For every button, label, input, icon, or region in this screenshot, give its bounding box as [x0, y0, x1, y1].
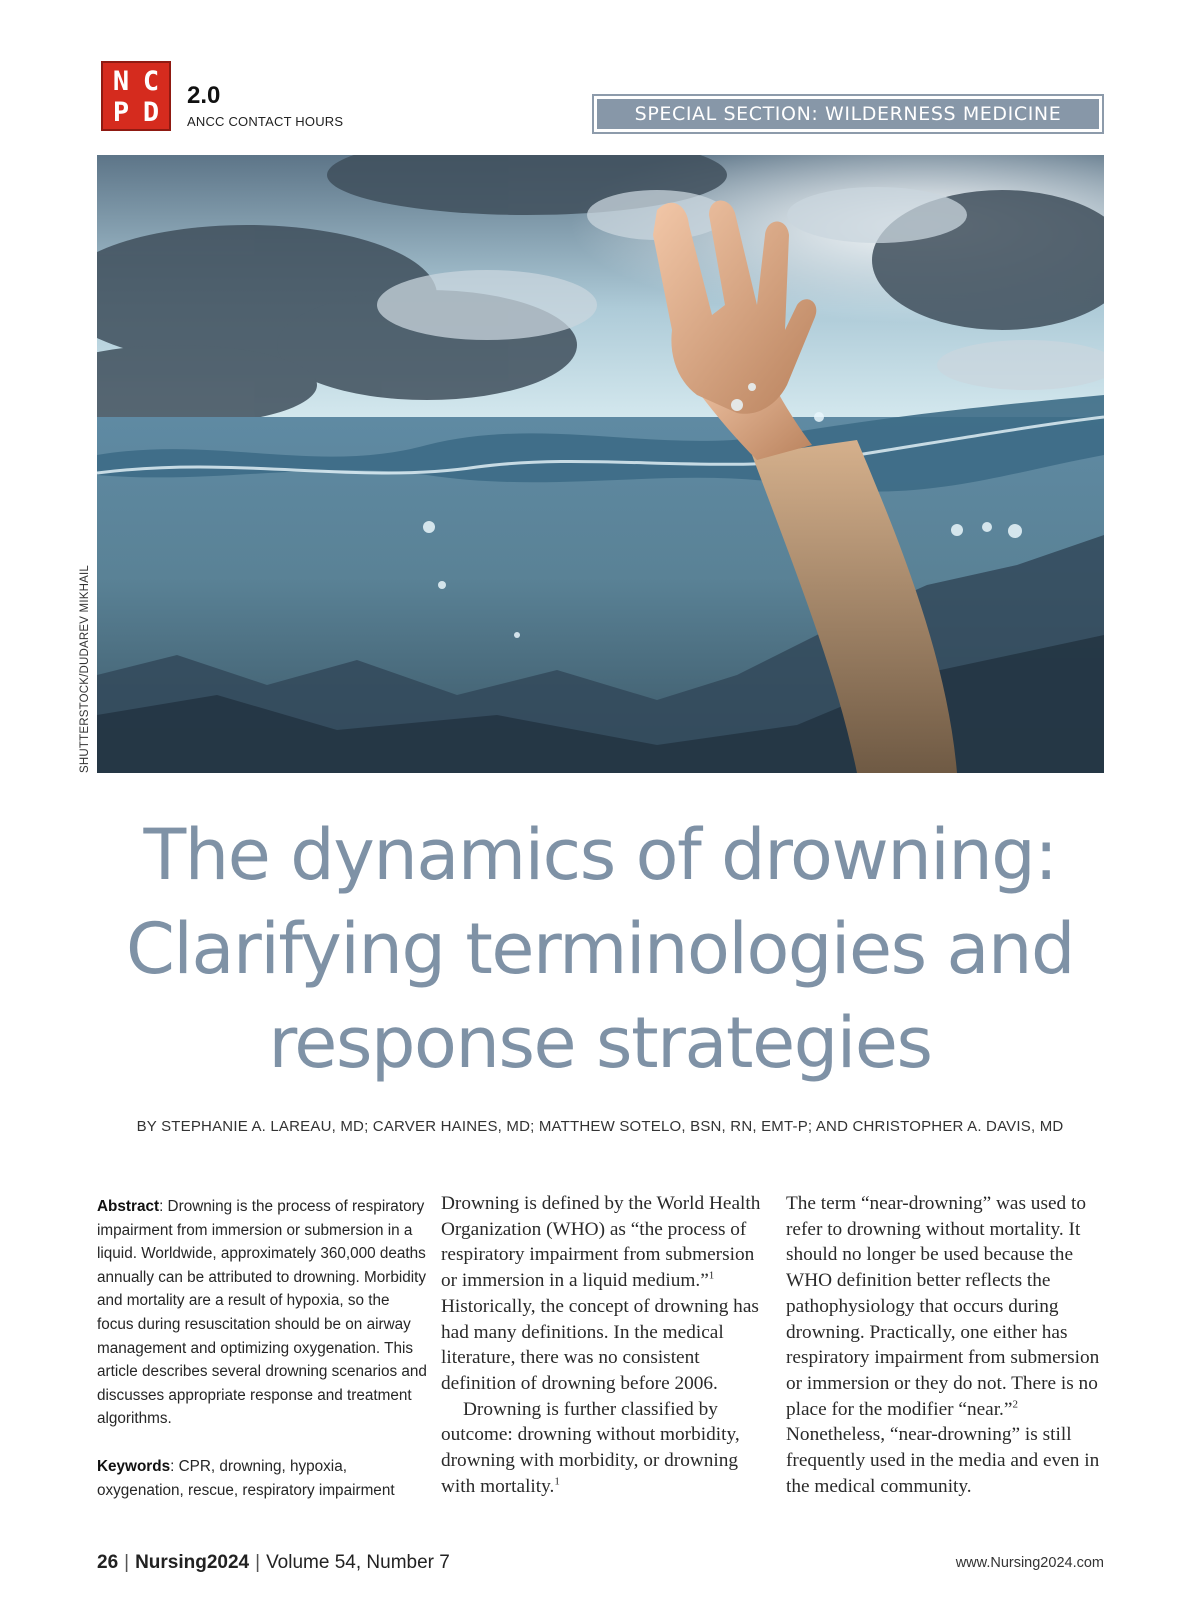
- abstract-label: Abstract: [97, 1198, 160, 1215]
- logo-letter-n: N: [112, 66, 130, 97]
- section-label: SPECIAL SECTION: WILDERNESS MEDICINE: [597, 99, 1099, 129]
- keywords-text: : CPR, drowning, hypoxia, oxygenation, rescue, respiratory impairment: [97, 1457, 395, 1499]
- reference-marker: 1: [708, 1269, 715, 1282]
- abstract-text: : Drowning is the process of respiratory impairment from immersion or submersion in a liquid. Worldwide, approximately 360,000 deaths annually can be attributed to drowning. Morbidity and mortality are a result of hypoxia, so the focus during resuscitation should be on airway management and optimizing oxygenation. This article describes several drowning scenarios and discusses appropriate response and treatment algorithms.: [97, 1198, 427, 1428]
- body-paragraph: [786, 1191, 1116, 1499]
- title-line-2: Clarifying terminologies and: [125, 908, 1075, 990]
- body-text: Drowning is further classified by outcome: drowning without morbidity, drowning with morbidity, or drowning with mortality.: [441, 1398, 740, 1497]
- journal-name: Nursing2024: [135, 1552, 250, 1573]
- body-paragraph: [441, 1191, 771, 1397]
- contact-hours-value: 2.0: [187, 82, 221, 109]
- body-text: Historically, the concept of drowning has had many definitions. In the medical literature, there was no consistent definition of drowning before 2006.: [441, 1295, 759, 1394]
- journal-url[interactable]: www.Nursing2024.com: [955, 1555, 1104, 1571]
- title-line-3: response strategies: [268, 1002, 932, 1084]
- author-byline: BY STEPHANIE A. LAREAU, MD; CARVER HAINES, MD; MATTHEW SOTELO, BSN, RN, EMT-P; AND CHRISTOPHER A. DAVIS, MD: [136, 1118, 1064, 1135]
- body-paragraph: [441, 1397, 771, 1500]
- keywords-paragraph: [97, 1455, 427, 1502]
- body-text: Drowning is defined by the World Health Organization (WHO) as “the process of respiratory impairment from submersion or immersion in a liquid medium.”: [441, 1193, 761, 1292]
- section-banner: [592, 94, 1104, 134]
- ncpd-logo: [101, 61, 171, 131]
- body-text: Nonetheless, “near-drowning” is still frequently used in the media and even in the medical community.: [786, 1424, 1100, 1497]
- volume-issue: Volume 54, Number 7: [266, 1552, 450, 1573]
- footer-divider: |: [255, 1552, 261, 1573]
- contact-hours-label: ANCC CONTACT HOURS: [187, 114, 344, 129]
- photo-credit: SHUTTERSTOCK/DUDAREV MIKHAIL: [79, 565, 91, 773]
- logo-letter-p: P: [112, 97, 130, 128]
- reference-marker: 1: [554, 1475, 560, 1488]
- footer-divider: |: [124, 1552, 130, 1573]
- footer-citation: [97, 1552, 450, 1574]
- reference-marker: 2: [1012, 1398, 1018, 1411]
- article-title: [100, 808, 1100, 1090]
- abstract-paragraph: [97, 1195, 427, 1431]
- title-line-1: The dynamics of drowning:: [143, 814, 1057, 896]
- logo-letter-d: D: [142, 97, 160, 128]
- keywords-label: Keywords: [97, 1457, 171, 1475]
- body-column-3: [786, 1191, 1116, 1499]
- abstract-block: [97, 1195, 427, 1502]
- hero-photo: [97, 155, 1104, 773]
- drowning-hand-illustration: [97, 155, 1104, 773]
- logo-letter-c: C: [142, 66, 160, 97]
- body-column-2: [441, 1191, 771, 1499]
- body-text: The term “near-drowning” was used to refer to drowning without mortality. It should no longer be used because the WHO definition better reflects the pathophysiology that occurs during drowning. Practically, one either has respiratory impairment from submersion or immersion or they do not. There is no place for the modifier “near.”: [786, 1193, 1100, 1420]
- page-number: 26: [97, 1552, 119, 1573]
